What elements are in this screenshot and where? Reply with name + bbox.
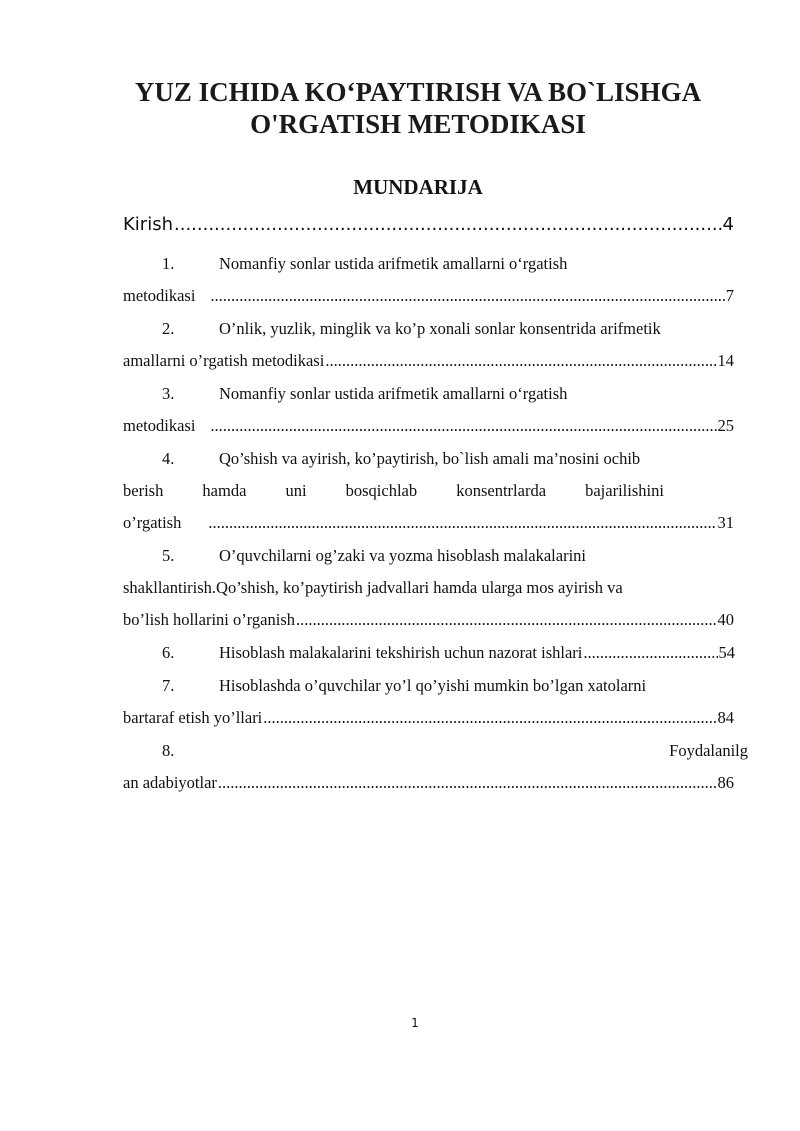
toc-entry-text: Nomanfiy sonlar ustida arifmetik amallarni o‘rgatish bbox=[219, 384, 568, 403]
toc-entry-text: o’rgatish bbox=[123, 513, 182, 532]
toc-entry-number: 2. bbox=[162, 319, 175, 338]
document-title-line-2: O'RGATISH METODIKASI bbox=[250, 109, 586, 139]
dot-leader bbox=[174, 214, 722, 235]
toc-entry-text: bartaraf etish yo’llari bbox=[123, 708, 263, 727]
toc-entry-text: O’quvchilarni og’zaki va yozma hisoblash malakalarini bbox=[219, 546, 587, 565]
toc-entry-7[interactable] bbox=[123, 708, 734, 728]
word: berish bbox=[123, 481, 164, 500]
toc-page-number: 14 bbox=[717, 351, 734, 370]
toc-entry-text: Hisoblash malakalarini tekshirish uchun nazorat ishlari bbox=[219, 643, 583, 662]
toc-page-number: 7 bbox=[725, 286, 734, 305]
toc-entry-text: metodikasi bbox=[123, 416, 196, 435]
word: uni bbox=[285, 481, 307, 500]
toc-entry-text: Hisoblashda o’quvchilar yo’l qo’yishi mumkin bo’lgan xatolarni bbox=[219, 676, 647, 695]
toc-page-number: 4 bbox=[722, 214, 734, 235]
toc-heading: MUNDARIJA bbox=[353, 175, 483, 199]
dot-leader bbox=[583, 643, 717, 663]
toc-entry-6[interactable] bbox=[219, 643, 735, 663]
toc-entry-3[interactable] bbox=[123, 416, 734, 436]
toc-entry-text: Nomanfiy sonlar ustida arifmetik amallarni o‘rgatish bbox=[219, 254, 568, 273]
dot-leader bbox=[263, 708, 716, 728]
toc-entry-text: an adabiyotlar bbox=[123, 773, 217, 792]
toc-entry-number: 4. bbox=[162, 449, 175, 468]
toc-entry-8[interactable] bbox=[123, 773, 734, 793]
toc-entry-number: 1. bbox=[162, 254, 175, 273]
toc-page-number: 31 bbox=[717, 513, 734, 532]
toc-page-number: 84 bbox=[717, 708, 734, 727]
toc-entry-number: 7. bbox=[162, 676, 175, 695]
toc-page-number: 86 bbox=[717, 773, 734, 792]
dot-leader bbox=[208, 513, 716, 533]
word: bosqichlab bbox=[345, 481, 418, 500]
toc-entry-text: O’nlik, yuzlik, minglik va ko’p xonali sonlar konsentrida arifmetik bbox=[219, 319, 661, 338]
toc-entry-text: Foydalanilg bbox=[669, 741, 748, 760]
document-title-line-1: YUZ ICHIDA KO‘PAYTIRISH VA BO`LISHGA bbox=[134, 77, 702, 107]
dot-leader bbox=[218, 773, 717, 793]
toc-entry-text: bo’lish hollarini o’rganish bbox=[123, 610, 296, 629]
toc-page-number: 40 bbox=[717, 610, 734, 629]
toc-entry-text: amallarni o’rgatish metodikasi bbox=[123, 351, 325, 370]
toc-page-number: 54 bbox=[718, 643, 735, 662]
toc-entry-intro[interactable] bbox=[123, 214, 734, 235]
toc-entry-1[interactable] bbox=[123, 286, 734, 306]
dot-leader bbox=[210, 286, 724, 306]
toc-entry-4[interactable] bbox=[123, 513, 734, 533]
dot-leader bbox=[325, 351, 716, 371]
toc-entry-text: metodikasi bbox=[123, 286, 196, 305]
word: hamda bbox=[202, 481, 247, 500]
dot-leader bbox=[296, 610, 716, 630]
word: bajarilishini bbox=[585, 481, 664, 500]
toc-entry-text: shakllantirish.Qo’shish, ko’paytirish jadvallari hamda ularga mos ayirish va bbox=[123, 578, 623, 597]
word: konsentrlarda bbox=[456, 481, 547, 500]
toc-entry-text: Qo’shish va ayirish, ko’paytirish, bo`lish amali ma’nosini ochib bbox=[219, 449, 641, 468]
toc-page-number: 25 bbox=[717, 416, 734, 435]
toc-entry-number: 6. bbox=[162, 643, 175, 662]
toc-entry-5[interactable] bbox=[123, 610, 734, 630]
toc-entry-text-line bbox=[123, 481, 734, 501]
page-number: 1 bbox=[411, 1016, 419, 1030]
dot-leader bbox=[210, 416, 716, 436]
toc-entry-number: 5. bbox=[162, 546, 175, 565]
toc-entry-number: 3. bbox=[162, 384, 175, 403]
toc-entry-2[interactable] bbox=[123, 351, 734, 371]
toc-entry-label: Kirish bbox=[123, 214, 173, 235]
toc-entry-number: 8. bbox=[162, 741, 175, 760]
